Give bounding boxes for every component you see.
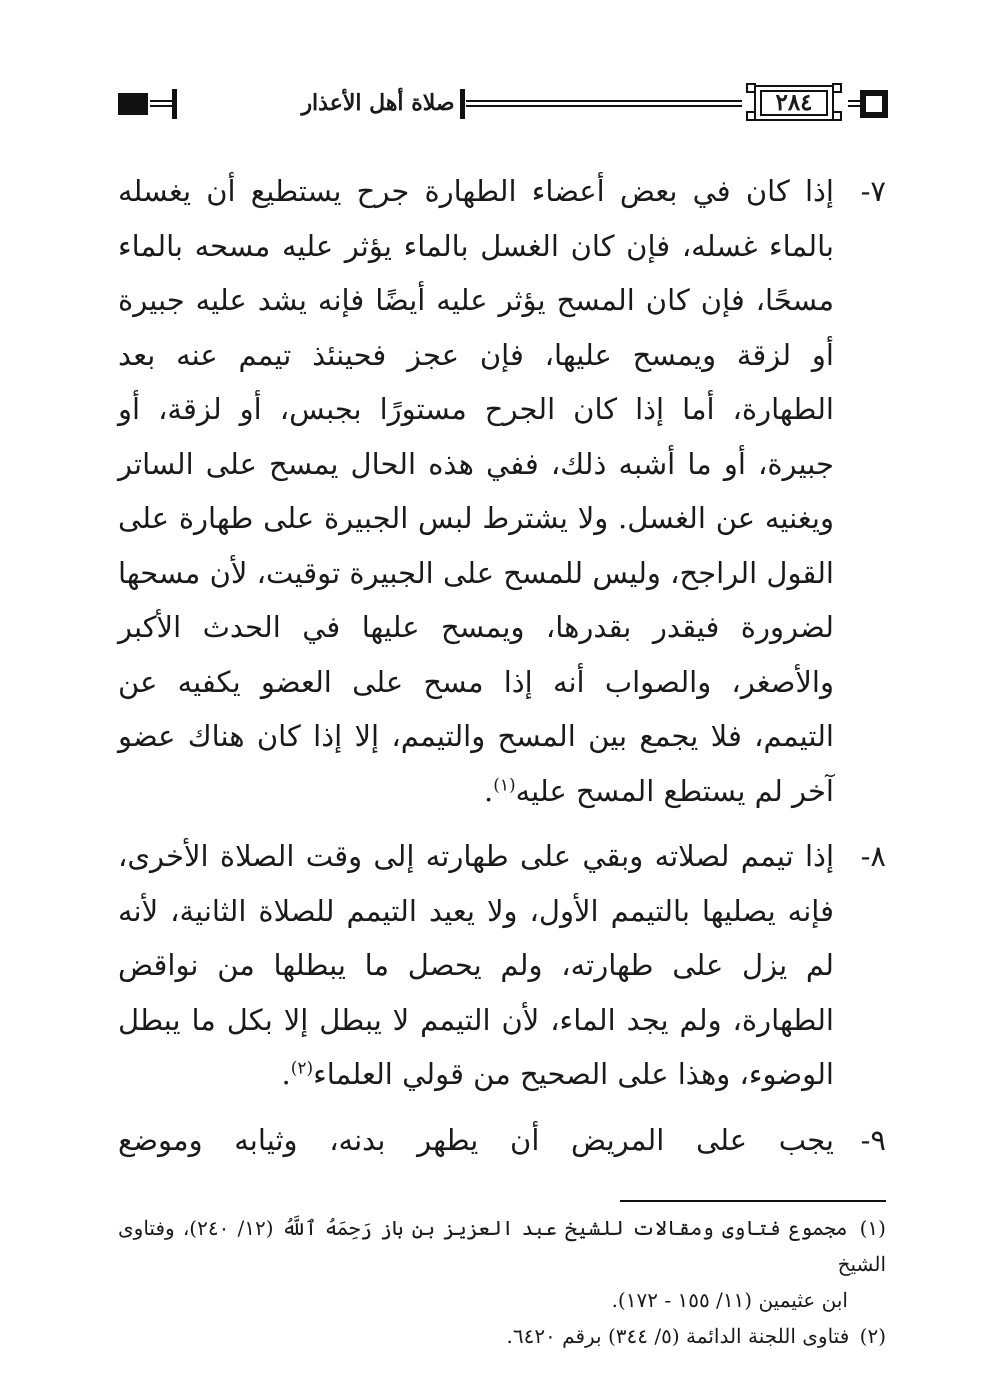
header-bar [172, 89, 177, 119]
item-end: . [483, 773, 494, 808]
frame-corner-ornament [746, 111, 756, 121]
footnote [118, 1318, 886, 1354]
item-end: . [281, 1057, 291, 1091]
footnote-text: فتاوى اللجنة الدائمة (٥/ ٣٤٤) برقم ٦٤٢٠. [506, 1324, 850, 1348]
footnote-separator [620, 1200, 886, 1202]
footnote-text: مجموع فتاوى ومقالات للشيخ عبد العزيز بن باز رَحِمَهُ ٱللَّهُ (١٢/ ٢٤٠)، وفتاوى الشيخ [118, 1216, 886, 1276]
running-title: صلاة أهل الأعذار [301, 90, 455, 116]
item-paragraph [118, 829, 834, 1102]
footnote-number: (١) [859, 1216, 886, 1240]
header-square-ornament-right [860, 90, 888, 118]
item-text: يجب على المريض أن يطهر بدنه، وثيابه وموضع [118, 1122, 834, 1157]
list-item [118, 164, 886, 818]
header-rule [466, 100, 742, 107]
footnote-continuation: ابن عثيمين (١١/ ١٥٥ - ١٧٢). [611, 1288, 848, 1312]
footnotes [118, 1210, 886, 1354]
list-item [118, 1113, 886, 1168]
item-paragraph [118, 164, 834, 818]
item-number: ٩- [860, 1122, 886, 1157]
page-number: ٢٨٤ [775, 89, 813, 116]
page-number-box [740, 83, 848, 123]
footnote-ref[interactable]: (٢) [290, 1058, 314, 1079]
page-header [118, 83, 888, 123]
header-square-ornament-left [118, 93, 148, 115]
footnote-number: (٢) [859, 1324, 886, 1348]
header-rule [150, 100, 172, 107]
frame-corner-ornament [832, 83, 842, 93]
frame-corner-ornament [832, 111, 842, 121]
item-number: ٧- [860, 174, 886, 208]
item-text: إذا كان في بعض أعضاء الطهارة جرح يستطيع أن يغسله بالماء غسله، فإن كان الغسل بالماء يؤثر عليه مسحه بالماء مسحًا، فإن كان المسح يؤثر عليه أيضًا فإنه يشد عليه جبيرة أو لزقة ويمسح عليها، فإن عجز فحينئذ تيمم عنه بعد الطهارة، أما إذا كان الجرح مستورًا بجبس، أو لزقة، أو جبيرة، أو ما أشبه ذلك، ففي هذه الحال يمسح على الساتر ويغنيه عن الغسل. ولا يشترط لبس الجبيرة على طهارة على القول الراجح، وليس للمسح على الجبيرة توقيت، لأن مسحها لضرورة فيقدر بقدرها، ويمسح عليها في الحدث الأكبر والأصغر، والصواب أنه إذا مسح على العضو يكفيه عن التيمم، فلا يجمع بين المسح والتيمم، إلا إذا كان هناك عضو آخر لم يستطع المسح عليه [118, 174, 834, 808]
item-number: ٨- [860, 839, 886, 873]
footnote [118, 1210, 886, 1282]
main-text [118, 164, 886, 1167]
footnote-ref[interactable]: (١) [493, 774, 516, 795]
item-paragraph [118, 1113, 834, 1168]
list-item [118, 829, 886, 1102]
frame-corner-ornament [746, 83, 756, 93]
item-text: إذا تيمم لصلاته وبقي على طهارته إلى وقت الصلاة الأخرى، فإنه يصليها بالتيمم الأول، ولا يعيد التيمم للصلاة الثانية، لأنه لم يزل على طهارته، ولم يحصل ما يبطلها من نواقض الطهارة، ولم يجد الماء، لأن التيمم لا يبطل إلا بكل ما يبطل الوضوء، وهذا على الصحيح من قولي العلماء [118, 839, 834, 1091]
header-bar [460, 89, 465, 119]
